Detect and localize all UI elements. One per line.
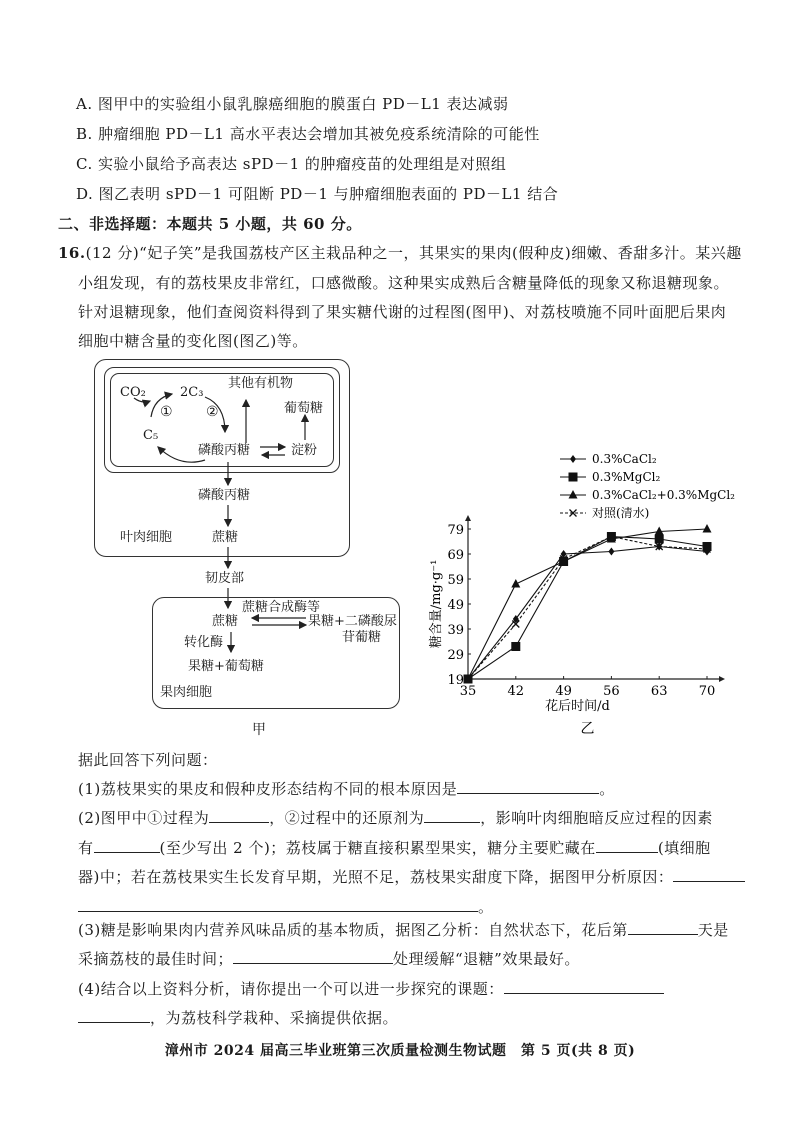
- x-tick-label: 49: [555, 684, 572, 699]
- subquestion-3-line-1: [78, 920, 729, 940]
- q3-text-b: 天是: [697, 921, 729, 939]
- q2-factors-blank[interactable]: [94, 838, 160, 853]
- series-line: [468, 529, 707, 679]
- question-stem-line-2: 小组发现，有的荔枝果皮非常红，口感微酸。这种果实成熟后含糖量降低的现象又称退糖现象。: [78, 274, 730, 292]
- q2-reason-blank-1[interactable]: [673, 867, 745, 882]
- q4-topic-blank-2[interactable]: [78, 1008, 150, 1023]
- pulp-cell-label: 果肉细胞: [160, 685, 213, 700]
- q3-treatment-blank[interactable]: [233, 949, 393, 964]
- q3-day-blank[interactable]: [628, 920, 698, 935]
- other-organics-label: 其他有机物: [228, 376, 294, 391]
- question-stem-line-4: 细胞中糖含量的变化图(图乙)等。: [78, 332, 308, 350]
- sucrose-pulp-label: 蔗糖: [212, 614, 239, 629]
- y-tick-label: 79: [447, 523, 464, 538]
- triose-phosphate-chloroplast-label: 磷酸丙糖: [198, 443, 251, 458]
- subquestion-2-line-2: [78, 838, 711, 858]
- c3-label: 2C₃: [180, 385, 204, 400]
- subquestion-3-line-2: [78, 949, 580, 969]
- section-heading: 二、非选择题：本题共 5 小题，共 60 分。: [58, 215, 362, 233]
- subquestion-2-line-4: [78, 897, 494, 917]
- q4-text-b: ，为荔枝科学栽种、采摘提供依据。: [150, 1009, 399, 1027]
- question-points: (12 分): [85, 244, 140, 262]
- q2-text-e: (至少写出 2 个)；荔枝属于糖直接积累型果实，糖分主要贮藏在: [159, 839, 596, 857]
- x-tick-label: 42: [507, 684, 525, 699]
- legend-entry: 0.3%MgCl₂: [592, 470, 661, 484]
- products-label-1: 果糖+二磷酸尿: [308, 614, 397, 629]
- q3-text-c: 采摘荔枝的最佳时间；: [78, 950, 234, 968]
- question-stem-line-3: 针对退糖现象，他们查阅资料得到了果实糖代谢的过程图(图甲)、对荔枝喷施不同叶面肥后果肉: [78, 303, 727, 321]
- q2-reason-blank-2[interactable]: [78, 897, 478, 912]
- x-axis-label: 花后时间/d: [545, 699, 610, 714]
- subquestion-4-line-2: [78, 1008, 398, 1028]
- y-tick-label: 39: [447, 623, 464, 638]
- x-tick-label: 63: [650, 684, 668, 699]
- q2-text-f: (填细胞: [657, 839, 711, 857]
- y-tick-label: 69: [447, 548, 464, 563]
- x-axis-arrow-icon: [719, 676, 725, 682]
- y-tick-label: 29: [447, 648, 464, 663]
- chart-caption: 乙: [580, 721, 595, 737]
- products-label-2: 苷葡糖: [342, 630, 382, 645]
- subquestion-1: [78, 779, 615, 799]
- option-text: 肿瘤细胞 PD－L1 高水平表达会增加其被免疫系统清除的可能性: [98, 125, 540, 143]
- y-tick-label: 19: [447, 673, 464, 688]
- option-text: 实验小鼠给予高表达 sPD－1 的肿瘤疫苗的处理组是对照组: [98, 155, 507, 173]
- legend-entry: 0.3%CaCl₂: [592, 452, 657, 466]
- answer-intro: 据此回答下列问题：: [78, 751, 218, 769]
- triose-phosphate-cytosol-label: 磷酸丙糖: [198, 488, 251, 503]
- q1-text: (1)荔枝果实的果皮和假种皮形态结构不同的根本原因是: [78, 780, 458, 798]
- option-label: B.: [76, 125, 93, 143]
- q2-end: 。: [478, 898, 494, 916]
- y-tick-label: 59: [447, 573, 464, 588]
- subquestion-4-line-1: [78, 979, 664, 999]
- option-label: C.: [76, 155, 93, 173]
- question-number: 16.: [58, 244, 86, 262]
- legend-entry: 对照(清水): [592, 506, 650, 520]
- step2-label: ②: [206, 404, 219, 420]
- subquestion-2-line-1: [78, 808, 713, 828]
- option-label: A.: [76, 95, 93, 113]
- q1-end: 。: [599, 780, 615, 798]
- fructose-glucose-label: 果糖+葡萄糖: [188, 659, 264, 674]
- x-tick-label: 35: [459, 684, 477, 699]
- diagram-jia-caption: 甲: [252, 722, 266, 738]
- step1-label: ①: [160, 404, 173, 420]
- y-axis-label: 糖含量/mg·g⁻¹: [429, 559, 444, 649]
- mesophyll-cell-label: 叶肉细胞: [120, 530, 173, 545]
- option-label: D.: [76, 185, 94, 203]
- q1-answer-blank[interactable]: [457, 779, 599, 794]
- sucrose-mesophyll-label: 蔗糖: [212, 530, 239, 545]
- co2-label: CO₂: [120, 385, 146, 400]
- stem-text: “妃子笑”是我国荔枝产区主栽品种之一，其果实的果肉(假种皮)细嫩、香甜多汁。某兴趣: [139, 244, 742, 262]
- glucose-label: 葡萄糖: [284, 401, 324, 416]
- q2-reductant-blank[interactable]: [424, 808, 480, 823]
- c5-label: C₅: [143, 428, 159, 443]
- starch-label: 淀粉: [291, 443, 318, 458]
- legend-entry: 0.3%CaCl₂+0.3%MgCl₂: [592, 488, 735, 502]
- q2-text-a: (2)图甲中①过程为: [78, 809, 210, 827]
- q4-topic-blank-1[interactable]: [504, 979, 664, 994]
- q2-text-d: 有: [78, 839, 94, 857]
- sucrose-synthase-label: 蔗糖合成酶等: [242, 600, 321, 615]
- q4-text-a: (4)结合以上资料分析，请你提出一个可以进一步探究的课题：: [78, 980, 504, 998]
- x-tick-label: 56: [603, 684, 620, 699]
- phloem-label: 韧皮部: [205, 571, 245, 586]
- invertase-label: 转化酶: [184, 635, 224, 650]
- subquestion-2-line-3: [78, 867, 745, 887]
- y-axis-arrow-icon: [465, 515, 471, 521]
- series-line: [468, 547, 707, 680]
- q3-text-a: (3)糖是影响果肉内营养风味品质的基本物质，据图乙分析：自然状态下，花后第: [78, 921, 628, 939]
- q3-text-d: 处理缓解“退糖”效果最好。: [393, 950, 580, 968]
- x-tick-label: 70: [698, 684, 716, 699]
- q2-text-g: 器)中；若在荔枝果实生长发育早期，光照不足，荔枝果实甜度下降，据图甲分析原因：: [78, 868, 674, 886]
- q2-process1-blank[interactable]: [209, 808, 269, 823]
- y-tick-label: 49: [447, 598, 464, 613]
- page-footer: 漳州市 2024 届高三毕业班第三次质量检测生物试题 第 5 页(共 8 页): [164, 1043, 636, 1059]
- q2-text-b: ，②过程中的还原剂为: [269, 809, 425, 827]
- option-text: 图乙表明 sPD－1 可阻断 PD－1 与肿瘤细胞表面的 PD－L1 结合: [98, 185, 559, 203]
- option-text: 图甲中的实验组小鼠乳腺癌细胞的膜蛋白 PD－L1 表达减弱: [97, 95, 509, 113]
- q2-text-c: ，影响叶肉细胞暗反应过程的因素: [480, 809, 713, 827]
- q2-organelle-blank[interactable]: [596, 838, 658, 853]
